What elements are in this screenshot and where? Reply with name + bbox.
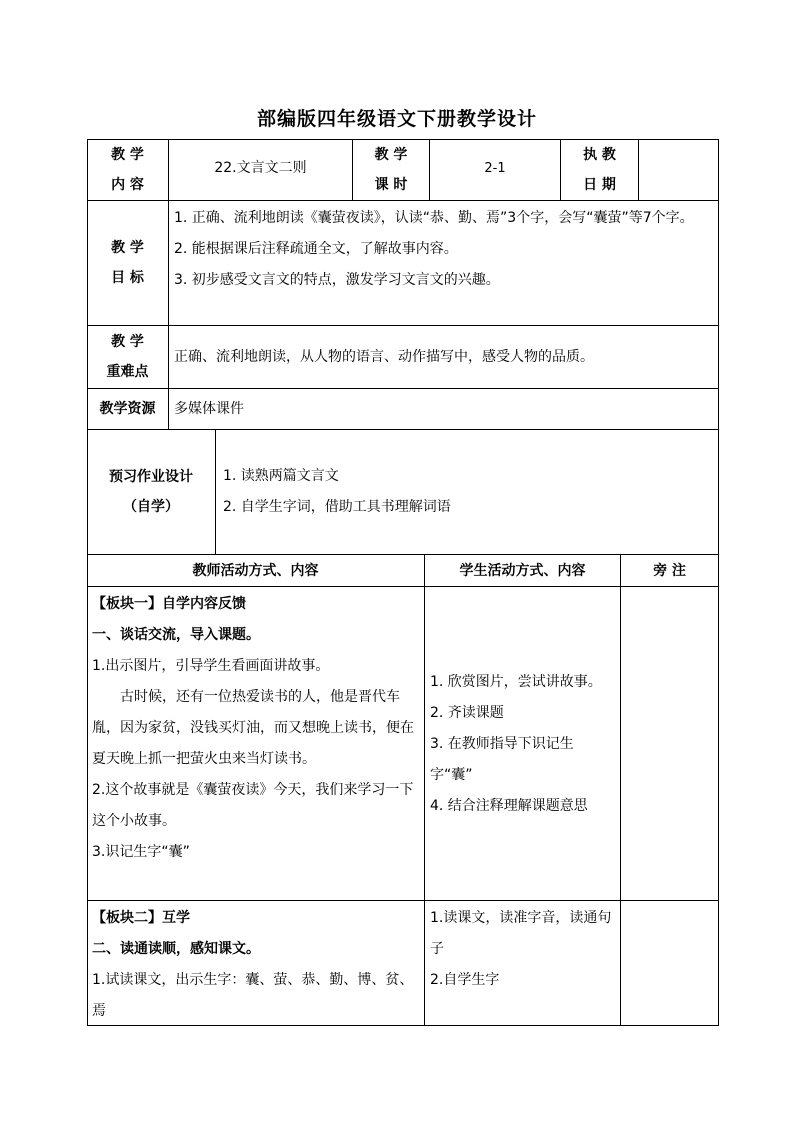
block1-teacher-cell [87, 587, 425, 901]
resources-label: 教学资源 [99, 401, 156, 417]
block1-teacher-line: 2.这个故事就是《囊萤夜读》今天，我们来学习一下这个小故事。 [92, 782, 414, 829]
keypoints-label-line1: 教 学 [111, 334, 144, 350]
block2-student-cell [425, 901, 621, 1026]
block1-student-line: 2. 齐读课题 [430, 705, 504, 721]
block1-student-line: 4. 结合注释理解课题意思 [430, 798, 588, 814]
resources-label-cell [87, 389, 169, 430]
lesson-plan-table [87, 139, 719, 1026]
date-label-cell [561, 139, 639, 201]
block2-teacher-line: 1.试读课文，出示生字：囊、萤、恭、勤、博、贫、焉 [92, 972, 414, 1019]
goals-label-line1: 教 学 [111, 240, 144, 256]
block2-tag: 【板块二】 [92, 910, 162, 926]
block1-section: 一、谈话交流，导入课题。 [92, 627, 260, 643]
notes-header-cell [621, 555, 719, 587]
block1-tag-title: 自学内容反馈 [162, 596, 246, 612]
goal-item: 3. 初步感受文言文的特点，激发学习文言文的兴趣。 [174, 272, 500, 288]
keypoints-label-cell [87, 326, 169, 389]
block2-tag-title: 互学 [162, 910, 190, 926]
block1-notes-cell [621, 587, 719, 901]
goal-item: 1. 正确、流利地朗读《囊萤夜读》，认读“恭、勤、焉”3个字，会写“囊萤”等7个字。 [174, 210, 694, 226]
resources-content-cell [169, 389, 719, 430]
date-value-cell [639, 139, 719, 201]
goals-label-cell [87, 201, 169, 326]
keypoints-content-cell [169, 326, 719, 389]
block2-student-line: 2.自学生字 [430, 972, 500, 988]
date-label-line2: 日 期 [583, 176, 616, 193]
content-label-line2: 内 容 [111, 176, 144, 193]
goal-item: 2. 能根据课后注释疏通全文，了解故事内容。 [174, 241, 458, 257]
preview-content-cell [216, 430, 719, 555]
block1-teacher-line: 古时候，还有一位热爱读书的人，他是晋代车胤，因为家贫，没钱买灯油，而又想晚上读书，便在夏天晚上抓一把萤火虫来当灯读书。 [92, 689, 414, 767]
block2-section: 二、读通读顺，感知课文。 [92, 941, 260, 957]
student-header: 学生活动方式、内容 [459, 562, 586, 579]
teacher-header: 教师活动方式、内容 [192, 562, 319, 579]
block2-notes-cell [621, 901, 719, 1026]
block1-student-cell [425, 587, 621, 901]
preview-item: 2. 自学生字词，借助工具书理解词语 [223, 499, 451, 515]
content-label-cell [87, 139, 169, 201]
goals-label-line2: 目 标 [111, 270, 144, 286]
resources-text: 多媒体课件 [174, 400, 244, 417]
preview-label-cell [87, 430, 216, 555]
preview-label-line2: （自学） [123, 499, 179, 515]
block1-tag: 【板块一】 [92, 596, 162, 612]
hours-value-cell [430, 139, 561, 201]
teacher-header-cell [87, 555, 425, 587]
block1-teacher-line: 1.出示图片，引导学生看画面讲故事。 [92, 658, 330, 674]
notes-header: 旁 注 [653, 562, 686, 579]
block2-teacher-cell [87, 901, 425, 1026]
goals-content-cell [169, 201, 719, 326]
hours-value: 2-1 [484, 161, 506, 176]
content-label-line1: 教 学 [111, 146, 144, 163]
hours-label-line1: 教 学 [374, 146, 408, 163]
hours-label-line2: 课 时 [374, 176, 408, 193]
document-title: 部编版四年级语文下册教学设计 [256, 108, 537, 130]
block1-student-line: 3. 在教师指导下识记生字“囊” [430, 736, 574, 783]
date-label-line1: 执 教 [583, 146, 616, 163]
preview-label-line1: 预习作业设计 [109, 469, 193, 485]
block1-student-line: 1. 欣赏图片，尝试讲故事。 [430, 674, 602, 690]
student-header-cell [425, 555, 621, 587]
block1-teacher-line: 3.识记生字“囊” [92, 844, 190, 860]
hours-label-cell [353, 139, 430, 201]
keypoints-label-line2: 重难点 [106, 364, 149, 380]
preview-item: 1. 读熟两篇文言文 [223, 468, 339, 484]
content-value-cell [169, 139, 353, 201]
block2-student-line: 1.读课文，读准字音，读通句子 [430, 910, 612, 957]
keypoints-text: 正确、流利地朗读，从人物的语言、动作描写中，感受人物的品质。 [174, 348, 594, 365]
content-value: 22.文言文二则 [214, 160, 307, 176]
